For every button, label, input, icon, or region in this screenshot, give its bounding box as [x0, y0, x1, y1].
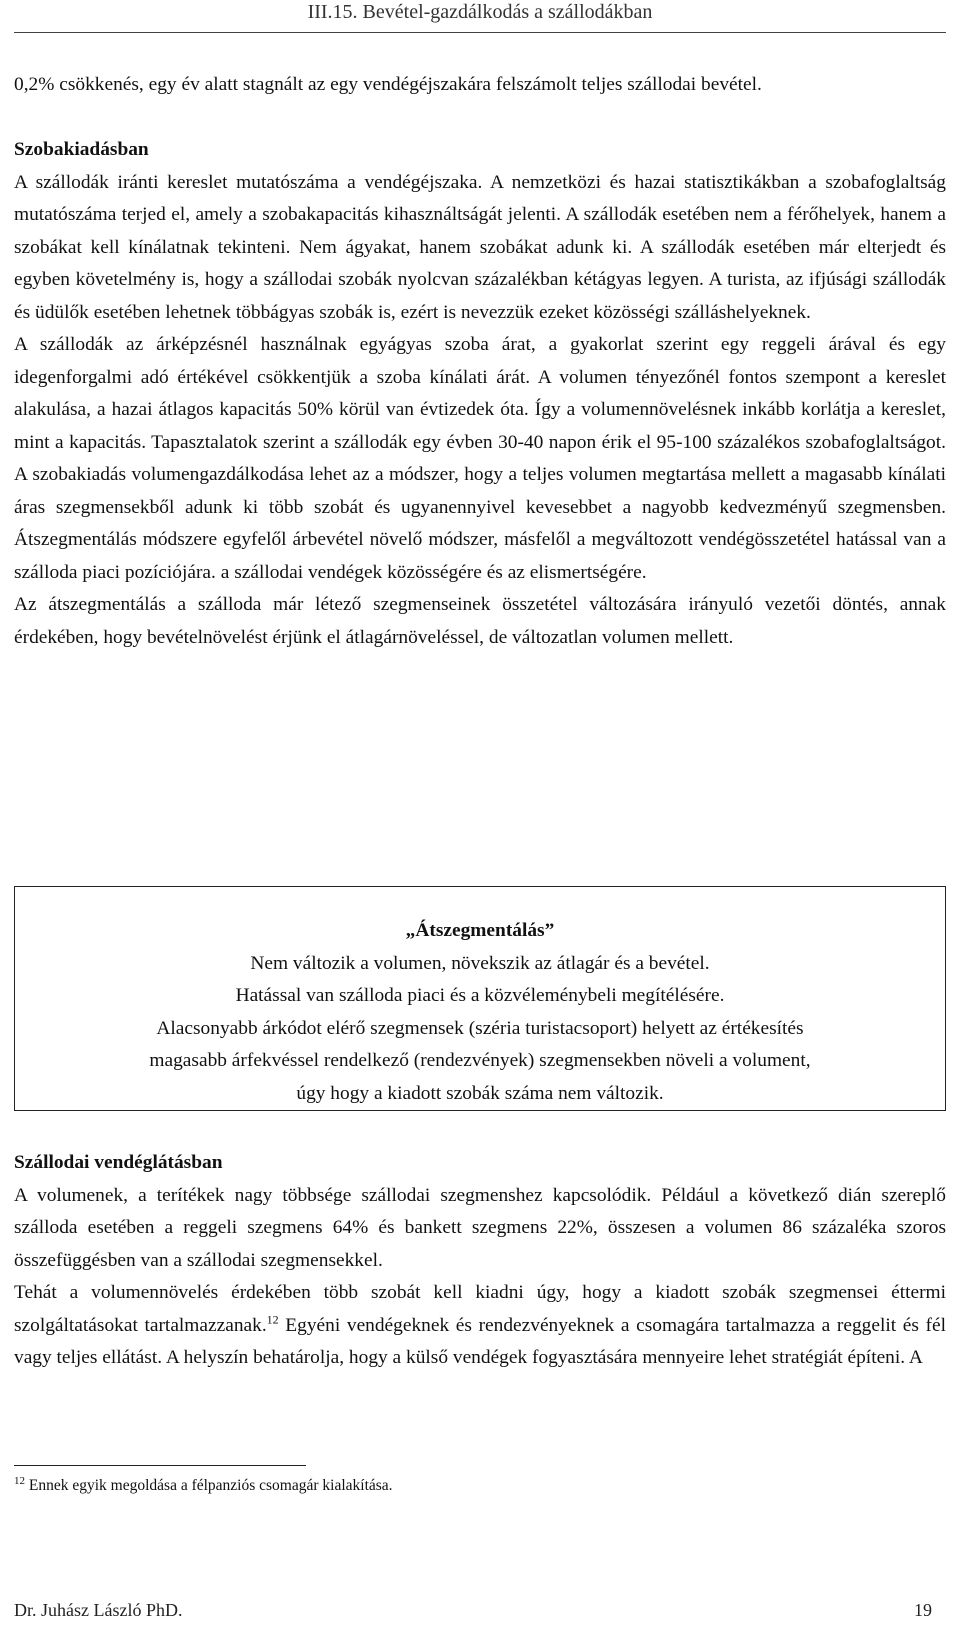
main-text	[14, 69, 946, 654]
paragraph-szoba-2: A szállodák az árképzésnél használnak egyágyas szoba árat, a gyakorlat szerint egy reggeli árával és egy idegenforgalmi adó értékével csökkentjük a szoba kínálati árát. A volumen tényezőnél fontos szempont a kereslet alakulása, a hazai átlagos kapacitás 50% körül van évtizedek óta. Így a volumennövelésnek inkább korlátja a kereslet, mint a kapacitás. Tapasztalatok szerint a szállodák egy évben 30-40 napon érik el 95-100 százalékos szobafoglaltságot. A szobakiadás volumengazdálkodása lehet az a módszer, hogy a teljes volumen megtartása mellett a magasabb kínálati áras szegmensekből adunk ki több szobát és ugyanennyivel kevesebbet a nagyobb kedvezményű szegmensben. Átszegmentálás módszere egyfelől árbevétel növelő módszer, másfelől a megváltozott vendégösszetétel hatással van a szálloda piaci pozíciójára. a szállodai vendégek közösségére és az elismertségére.	[14, 334, 946, 583]
page-number: 19	[914, 1600, 932, 1620]
header-divider	[14, 32, 946, 33]
footnote-reference[interactable]: 12	[266, 1312, 279, 1327]
footnote	[14, 1474, 946, 1498]
footnote-number: 12	[14, 1474, 25, 1487]
paragraph-spacer	[14, 102, 946, 135]
paragraph-text: Egyéni vendégeknek és rendezvényeknek a csomagára tartalmazza a reggelit és fél vagy teljes ellátást. A helyszín behatárolja, hogy a külső vendégek fogyasztására mennyeire lehet stratégiát építeni. A	[14, 1314, 946, 1368]
box-title: „Átszegmentálás”	[405, 920, 555, 941]
box-line: Alacsonyabb árkódot elérő szegmensek (széria turistacsoport) helyett az értékesítés	[156, 1017, 804, 1039]
paragraph-szoba-3: Az átszegmentálás a szálloda már létező szegmenseinek összetétel változására irányuló vezetői döntés, annak érdekében, hogy bevételnövelést érjünk el átlagárnöveléssel, de változatlan volumen mellett.	[14, 594, 946, 648]
footnote-divider	[14, 1465, 306, 1466]
box-line: úgy hogy a kiadott szobák száma nem változik.	[296, 1082, 664, 1104]
page-footer	[14, 1596, 946, 1624]
running-header-title: III.15. Bevétel-gazdálkodás a szállodákban	[307, 1, 653, 23]
box-line: Hatással van szálloda piaci és a közvéleménybeli megítélésére.	[235, 985, 725, 1006]
section-heading-vendeglatas: Szállodai vendéglátásban	[14, 1152, 223, 1173]
paragraph-vendeglatas-1: A volumenek, a terítékek nagy többsége szállodai szegmenshez kapcsolódik. Például a következő dián szereplő szálloda esetében a reggeli szegmens 64% és bankett szegmens 22%, összesen a volumen 86 százaléka szoros összefüggésben van a szállodai szegmensekkel.	[14, 1184, 946, 1271]
box-line: Nem változik a volumen, növekszik az átlagár és a bevétel.	[250, 952, 710, 974]
section-heading-szobakiadas: Szobakiadásban	[14, 139, 149, 160]
atszegmentalas-box	[14, 886, 946, 1111]
paragraph-vendeglatas-2	[14, 1277, 946, 1375]
paragraph-intro: 0,2% csökkenés, egy év alatt stagnált az egy vendégéjszakára felszámolt teljes szállodai bevétel.	[14, 74, 762, 95]
section-vendeglatas	[14, 1147, 946, 1375]
footnote-text: Ennek egyik megoldása a félpanziós csomagár kialakítása.	[25, 1477, 393, 1494]
footer-author: Dr. Juhász László PhD.	[14, 1600, 183, 1620]
paragraph-szoba-1: A szállodák iránti kereslet mutatószáma a vendégéjszaka. A nemzetközi és hazai statisztikákban a szobafoglaltság mutatószáma terjed el, amely a szobakapacitás kihasználtságát jelenti. A szállodák esetében nem a férőhelyek, hanem a szobákat kell kínálatnak tekinteni. Nem ágyakat, hanem szobákat adunk ki. A szállodák esetében már elterjedt és egyben követelmény is, hogy a szállodai szobák nyolcvan százalékban kétágyas legyen. A turista, az ifjúsági szállodák és üdülők esetében lehetnek többágyas szobák is, ezért is nevezzük ezeket közösségi szálláshelyeknek.	[14, 171, 946, 323]
box-line: magasabb árfekvéssel rendelkező (rendezvények) szegmensekben növeli a volument,	[149, 1050, 811, 1071]
paragraph-text: Tehát a volumennövelés érdekében több szobát kell kiadni úgy, hogy a kiadott szobák szegmensei éttermi szolgáltatásokat tartalmazzanak.	[14, 1282, 946, 1336]
